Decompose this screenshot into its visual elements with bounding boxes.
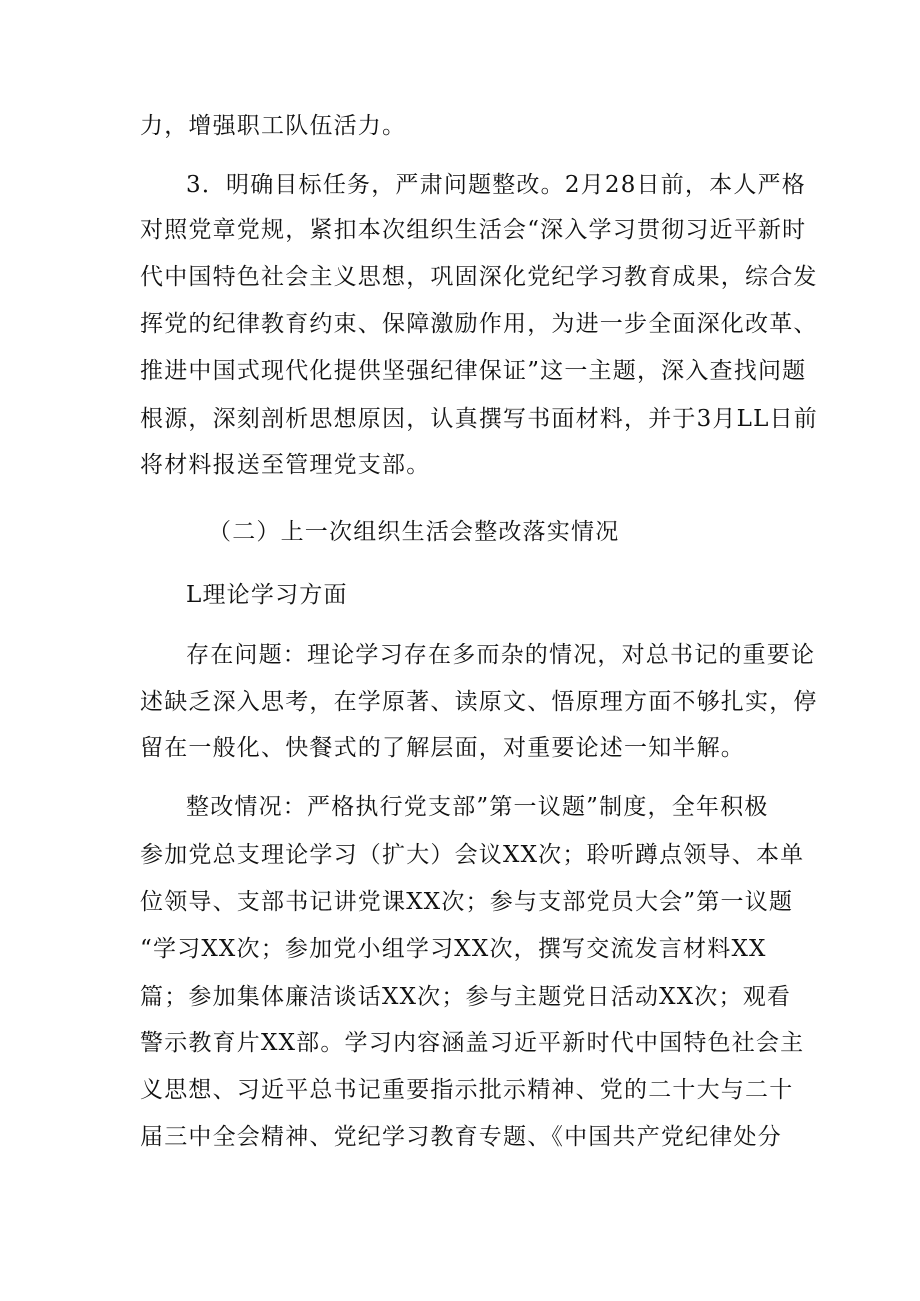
text-line-13: 留在一般化、快餐式的了解层面，对重要论述一知半解。 — [140, 735, 745, 761]
text-line-14: 整改情况：严格执行党支部”第一议题”制度，全年积极 — [186, 794, 769, 820]
text-line-11: 存在问题：理论学习存在多而杂的情况，对总书记的重要论 — [186, 642, 816, 668]
text-line-16: 位领导、支部书记讲党课XX次；参与支部党员大会”第一议题 — [140, 889, 794, 915]
text-line-12: 述缺乏深入思考，在学原著、读原文、悟原理方面不够扎实，停 — [140, 689, 818, 715]
text-line-2: 3．明确目标任务，严肃问题整改。2月28日前，本人严格 — [186, 172, 806, 198]
subsection-heading: L理论学习方面 — [186, 582, 348, 608]
section-heading: （二）上一次组织生活会整改落实情况 — [208, 519, 620, 545]
text-line-18: 篇；参加集体廉洁谈话XX次；参与主题党日活动XX次；观看 — [140, 984, 792, 1010]
text-line-4: 代中国特色社会主义思想，巩固深化党纪学习教育成果，综合发 — [140, 264, 818, 290]
text-line-8: 将材料报送至管理党支部。 — [140, 452, 431, 478]
text-line-19: 警示教育片XX部。学习内容涵盖习近平新时代中国特色社会主 — [140, 1030, 805, 1056]
text-line-1: 力，增强职工队伍活力。 — [140, 113, 407, 139]
text-line-6: 推进中国式现代化提供坚强纪律保证”这一主题，深入查找问题 — [140, 358, 807, 384]
text-line-21: 届三中全会精神、党纪学习教育专题、《中国共产党纪律处分 — [140, 1124, 782, 1150]
text-line-3: 对照党章党规，紧扣本次组织生活会“深入学习贯彻习近平新时 — [140, 217, 807, 243]
text-line-7: 根源，深刻剖析思想原因，认真撰写书面材料，并于3月LL日前 — [140, 406, 818, 432]
text-line-15: 参加党总支理论学习（扩大）会议XX次；聆听蹲点领导、本单 — [140, 842, 805, 868]
text-line-20: 义思想、习近平总书记重要指示批示精神、党的二十大与二十 — [140, 1077, 794, 1103]
text-line-5: 挥党的纪律教育约束、保障激励作用，为进一步全面深化改革、 — [140, 311, 818, 337]
text-line-17: “学习XX次；参加党小组学习XX次，撰写交流发言材料XX — [140, 936, 767, 962]
